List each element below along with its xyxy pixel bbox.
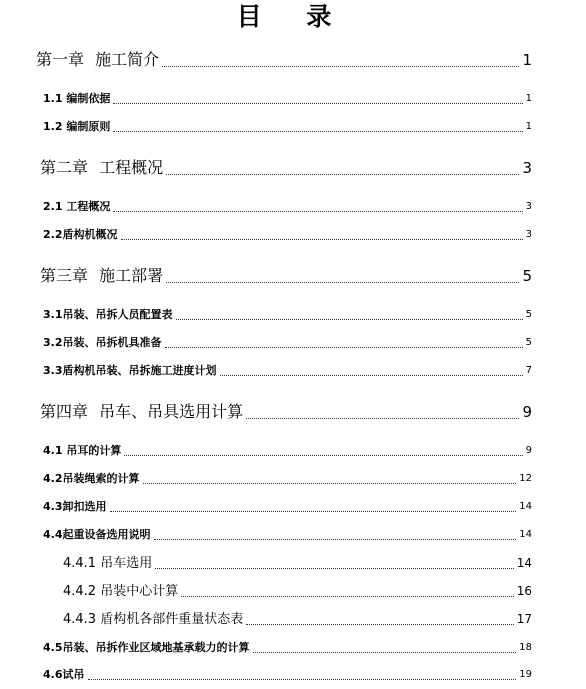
dot-leader bbox=[154, 539, 517, 540]
toc-section-1-1[interactable] bbox=[43, 89, 532, 107]
toc-entry-label: 3.3盾构机吊装、吊拆施工进度计划 bbox=[43, 364, 217, 377]
toc-subsection-4-4-3[interactable] bbox=[63, 610, 532, 628]
toc-entry-label: 4.4.3 盾构机各部件重量状态表 bbox=[63, 612, 244, 627]
dot-leader bbox=[176, 319, 523, 320]
toc-page-number: 14 bbox=[519, 529, 532, 540]
toc-section-3-2[interactable] bbox=[43, 333, 532, 351]
toc-page-number: 18 bbox=[519, 642, 532, 653]
dot-leader bbox=[124, 455, 522, 456]
dot-leader bbox=[246, 624, 514, 625]
toc-page-number: 14 bbox=[516, 556, 532, 570]
toc-page-number: 5 bbox=[525, 309, 532, 320]
toc-section-4-4[interactable] bbox=[43, 525, 532, 543]
dot-leader bbox=[155, 568, 514, 569]
toc-page-number: 16 bbox=[516, 584, 532, 598]
dot-leader bbox=[253, 652, 517, 653]
toc-entry-label: 4.4起重设备选用说明 bbox=[43, 528, 151, 541]
toc-page-number: 1 bbox=[522, 51, 532, 69]
toc-page-number: 12 bbox=[519, 473, 532, 484]
dot-leader bbox=[165, 347, 523, 348]
dot-leader bbox=[121, 239, 523, 240]
toc-page-number: 17 bbox=[516, 612, 532, 626]
dot-leader bbox=[166, 174, 519, 175]
dot-leader bbox=[88, 679, 517, 680]
dot-leader bbox=[246, 418, 519, 419]
toc-entry-label: 3.2吊装、吊拆机具准备 bbox=[43, 336, 162, 349]
dot-leader bbox=[162, 66, 519, 67]
toc-section-4-2[interactable] bbox=[43, 469, 532, 487]
toc-page-number: 3 bbox=[522, 159, 532, 177]
toc-page-number: 5 bbox=[522, 267, 532, 285]
toc-page-number: 19 bbox=[519, 669, 532, 680]
toc-section-3-1[interactable] bbox=[43, 305, 532, 323]
toc-subsection-4-4-2[interactable] bbox=[63, 582, 532, 600]
toc-chapter-1[interactable] bbox=[36, 48, 532, 70]
toc-section-1-2[interactable] bbox=[43, 117, 532, 135]
toc-entry-label: 第四章 吊车、吊具选用计算 bbox=[40, 402, 244, 421]
toc-page-number: 9 bbox=[522, 403, 532, 421]
toc-entry-label: 第二章 工程概况 bbox=[40, 158, 164, 177]
toc-page-number: 7 bbox=[525, 365, 532, 376]
toc-page-number: 1 bbox=[525, 121, 532, 132]
dot-leader bbox=[113, 103, 522, 104]
toc-entry-label: 4.5吊装、吊拆作业区域地基承载力的计算 bbox=[43, 641, 250, 654]
toc-page-number: 3 bbox=[525, 201, 532, 212]
toc-entry-label: 1.1 编制依据 bbox=[43, 92, 111, 105]
toc-entry-label: 第三章 施工部署 bbox=[40, 266, 164, 285]
toc-chapter-2[interactable] bbox=[40, 156, 532, 178]
toc-page-number: 5 bbox=[525, 337, 532, 348]
toc-entry-label: 第一章 施工简介 bbox=[36, 50, 160, 69]
toc-section-4-5[interactable] bbox=[43, 638, 532, 656]
toc-section-4-6[interactable] bbox=[43, 665, 532, 683]
toc-entry-label: 4.4.1 吊车选用 bbox=[63, 556, 153, 571]
toc-page-number: 3 bbox=[525, 229, 532, 240]
toc-entry-label: 2.1 工程概况 bbox=[43, 200, 111, 213]
toc-entry-label: 4.6试吊 bbox=[43, 668, 85, 681]
toc-entry-label: 4.3卸扣选用 bbox=[43, 500, 107, 513]
toc-page-number: 14 bbox=[519, 501, 532, 512]
toc-page-number: 9 bbox=[525, 445, 532, 456]
dot-leader bbox=[143, 483, 517, 484]
toc-entry-label: 2.2盾构机概况 bbox=[43, 228, 118, 241]
dot-leader bbox=[113, 211, 522, 212]
toc-page-number: 1 bbox=[525, 93, 532, 104]
toc-chapter-4[interactable] bbox=[40, 400, 532, 422]
toc-entry-label: 3.1吊装、吊拆人员配置表 bbox=[43, 308, 173, 321]
toc-title: 目 录 bbox=[236, 2, 350, 31]
toc-chapter-3[interactable] bbox=[40, 264, 532, 286]
toc-section-3-3[interactable] bbox=[43, 361, 532, 379]
toc-entry-label: 4.2吊装绳索的计算 bbox=[43, 472, 140, 485]
dot-leader bbox=[220, 375, 523, 376]
dot-leader bbox=[113, 131, 522, 132]
toc-section-2-1[interactable] bbox=[43, 197, 532, 215]
toc-section-4-3[interactable] bbox=[43, 497, 532, 515]
dot-leader bbox=[166, 282, 519, 283]
toc-section-4-1[interactable] bbox=[43, 441, 532, 459]
toc-section-2-2[interactable] bbox=[43, 225, 532, 243]
dot-leader bbox=[110, 511, 517, 512]
toc-entry-label: 4.4.2 吊装中心计算 bbox=[63, 584, 179, 599]
toc-entry-label: 4.1 吊耳的计算 bbox=[43, 444, 122, 457]
toc-subsection-4-4-1[interactable] bbox=[63, 554, 532, 572]
toc-entry-label: 1.2 编制原则 bbox=[43, 120, 111, 133]
dot-leader bbox=[181, 596, 514, 597]
